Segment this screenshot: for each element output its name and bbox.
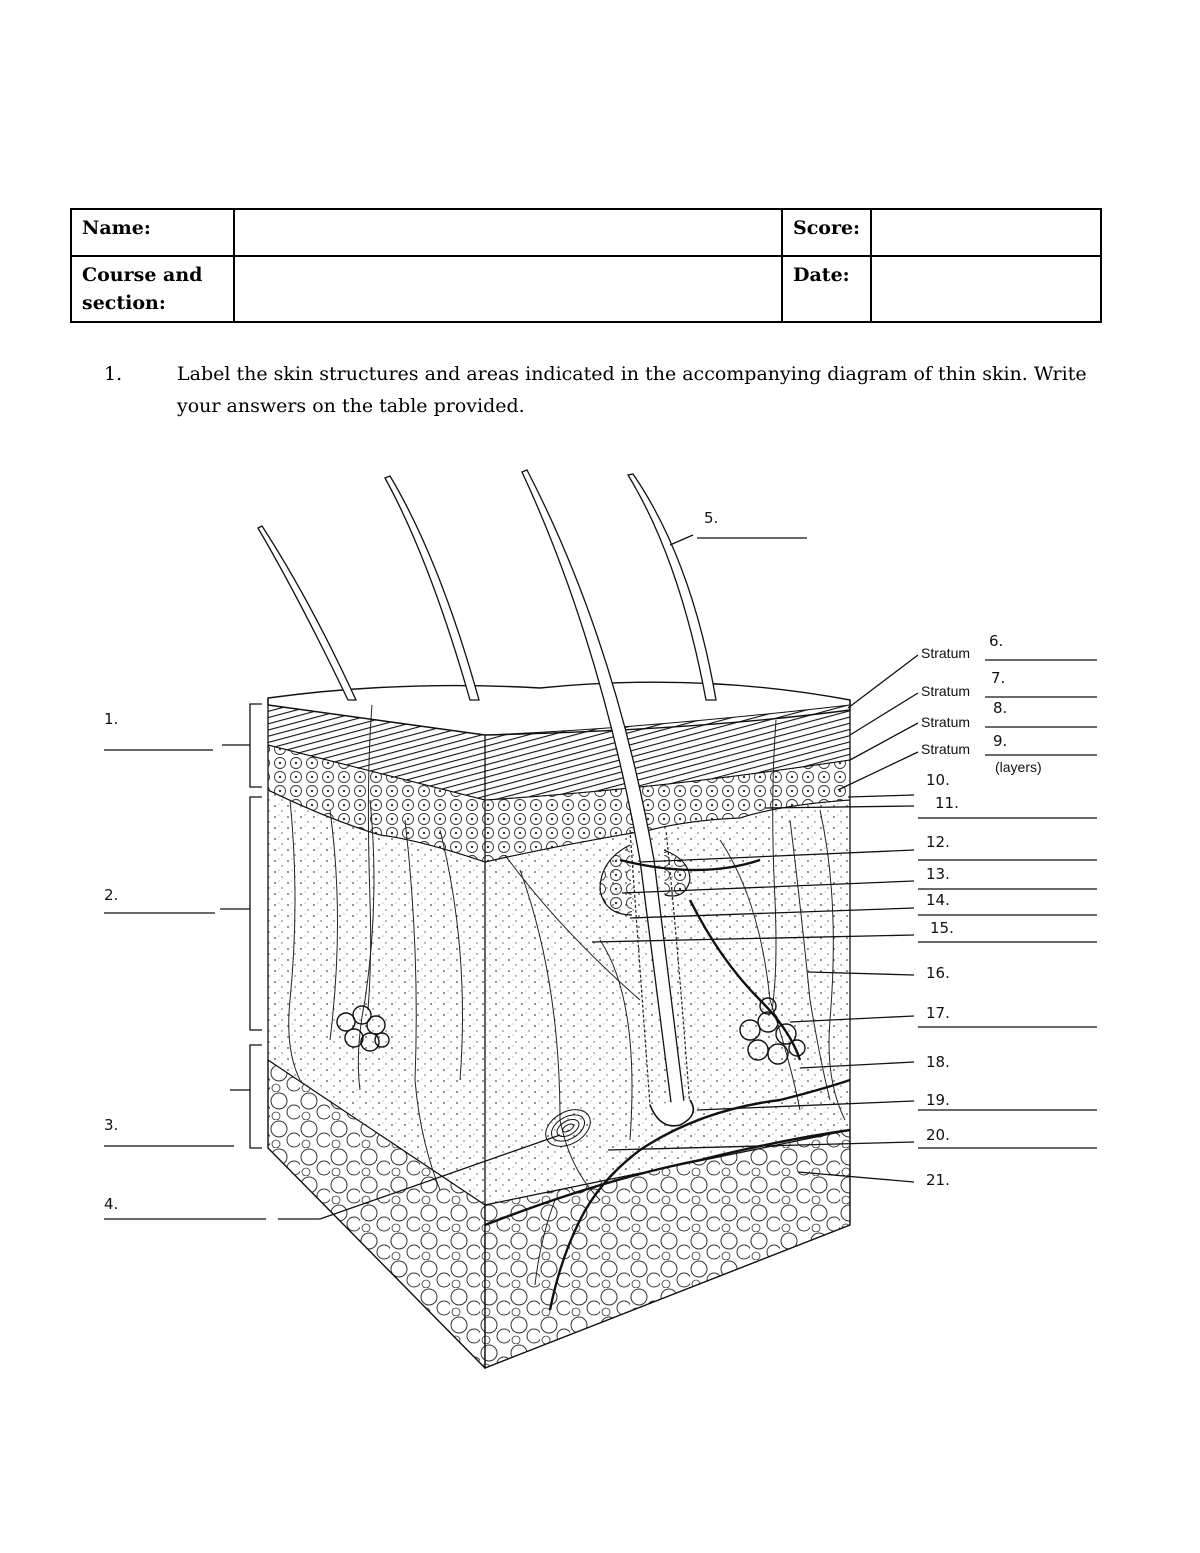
label-15: 15. bbox=[930, 919, 954, 937]
label-17: 17. bbox=[926, 1004, 950, 1022]
label-2: 2. bbox=[104, 886, 119, 904]
label-18: 18. bbox=[926, 1053, 950, 1071]
label-5: 5. bbox=[704, 509, 719, 527]
stratum-word-8: Stratum bbox=[921, 714, 971, 730]
score-field[interactable] bbox=[871, 209, 1101, 256]
label-4: 4. bbox=[104, 1195, 119, 1213]
label-7: 7. bbox=[991, 669, 1006, 687]
label-6: 6. bbox=[989, 632, 1004, 650]
label-16: 16. bbox=[926, 964, 950, 982]
label-21: 21. bbox=[926, 1171, 950, 1189]
label-5-group bbox=[670, 509, 807, 545]
name-field[interactable] bbox=[234, 209, 782, 256]
stratum-labels bbox=[838, 632, 1097, 790]
stratum-word-7: Stratum bbox=[921, 683, 971, 699]
course-section-label: Course and section: bbox=[71, 256, 234, 322]
stratum-word-9: Stratum bbox=[921, 741, 971, 757]
label-12: 12. bbox=[926, 833, 950, 851]
question-number: 1. bbox=[104, 363, 123, 385]
label-1: 1. bbox=[104, 710, 119, 728]
label-10: 10. bbox=[926, 771, 950, 789]
question-text: Label the skin structures and areas indicated in the accompanying diagram of thin skin. Write your answers on the table provided. bbox=[177, 363, 1087, 417]
label-11: 11. bbox=[935, 794, 959, 812]
date-label: Date: bbox=[782, 256, 871, 322]
label-19: 19. bbox=[926, 1091, 950, 1109]
date-field[interactable] bbox=[871, 256, 1101, 322]
label-9: 9. bbox=[993, 732, 1008, 750]
skin-diagram bbox=[0, 460, 1200, 1390]
score-label: Score: bbox=[782, 209, 871, 256]
skin-block bbox=[268, 682, 850, 1368]
stratum-word-6: Stratum bbox=[921, 645, 971, 661]
layer-brackets bbox=[220, 704, 262, 1148]
layers-note: (layers) bbox=[995, 759, 1042, 775]
label-8: 8. bbox=[993, 699, 1008, 717]
label-14: 14. bbox=[926, 891, 950, 909]
label-13: 13. bbox=[926, 865, 950, 883]
student-info-table bbox=[70, 208, 1102, 323]
label-3: 3. bbox=[104, 1116, 119, 1134]
name-label: Name: bbox=[71, 209, 234, 256]
label-20: 20. bbox=[926, 1126, 950, 1144]
course-section-field[interactable] bbox=[234, 256, 782, 322]
